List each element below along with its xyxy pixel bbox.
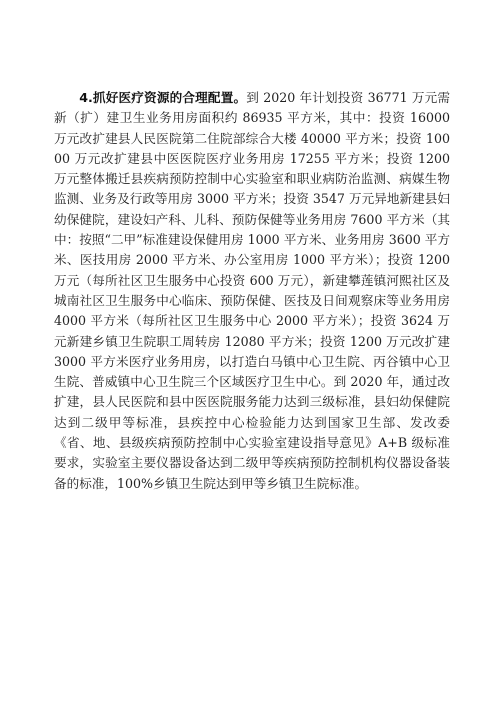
section-body-text: 到 2020 年计划投资 36771 万元需新（扩）建卫生业务用房面积约 86935 平方米，其中：投资 16000 万元改扩建县人民医院第二住院部综合大楼 40000 平方米；投资 10000 万元改扩建县中医医院医疗业务用房 17255 平方米；投资 1200 万元整体搬迁县疾病预防控制中心实验室和职业病防治监测、病媒生物监测、业务及行政等用房 3000 平方米；投资 3547 万元异地新建县妇幼保健院，建设妇产科、儿科、预防保健等业务用房 7600 平方米（其中：按照“二甲”标准建设保健用房 1000 平方米、业务用房 3600 平方米、医技用房 2000 平方米、办公室用房 1000 平方米）；投资 1200 万元（每所社区卫生服务中心投资 600 万元），新建攀莲镇河熙社区及城南社区卫生服务中心临床、预防保健、医技及日间观察床等业务用房 4000 平方米（每所社区卫生服务中心 2000 平方米）；投资 3624 万元新建乡镇卫生院职工周转房 12080 平方米；投资 1200 万元改扩建 3000 平方米医疗业务用房，以打造白马镇中心卫生院、丙谷镇中心卫生院、普威镇中心卫生院三个区域医疗卫生中心。到 2020 年，通过改扩建，县人民医院和县中医医院服务能力达到三级标准，县妇幼保健院达到二级甲等标准，县疾控中心检验能力达到国家卫生部、发改委《省、地、县级疾病预防控制中心实验室建设指导意见》A+B 级标准要求，实验室主要仪器设备达到二级甲等疾病预防控制机构仪器设备装备的标准，100%乡镇卫生院达到甲等乡镇卫生院标准。 — [54, 90, 450, 491]
section-paragraph — [54, 88, 450, 494]
section-heading: 4.抓好医疗资源的合理配置。 — [79, 90, 247, 105]
